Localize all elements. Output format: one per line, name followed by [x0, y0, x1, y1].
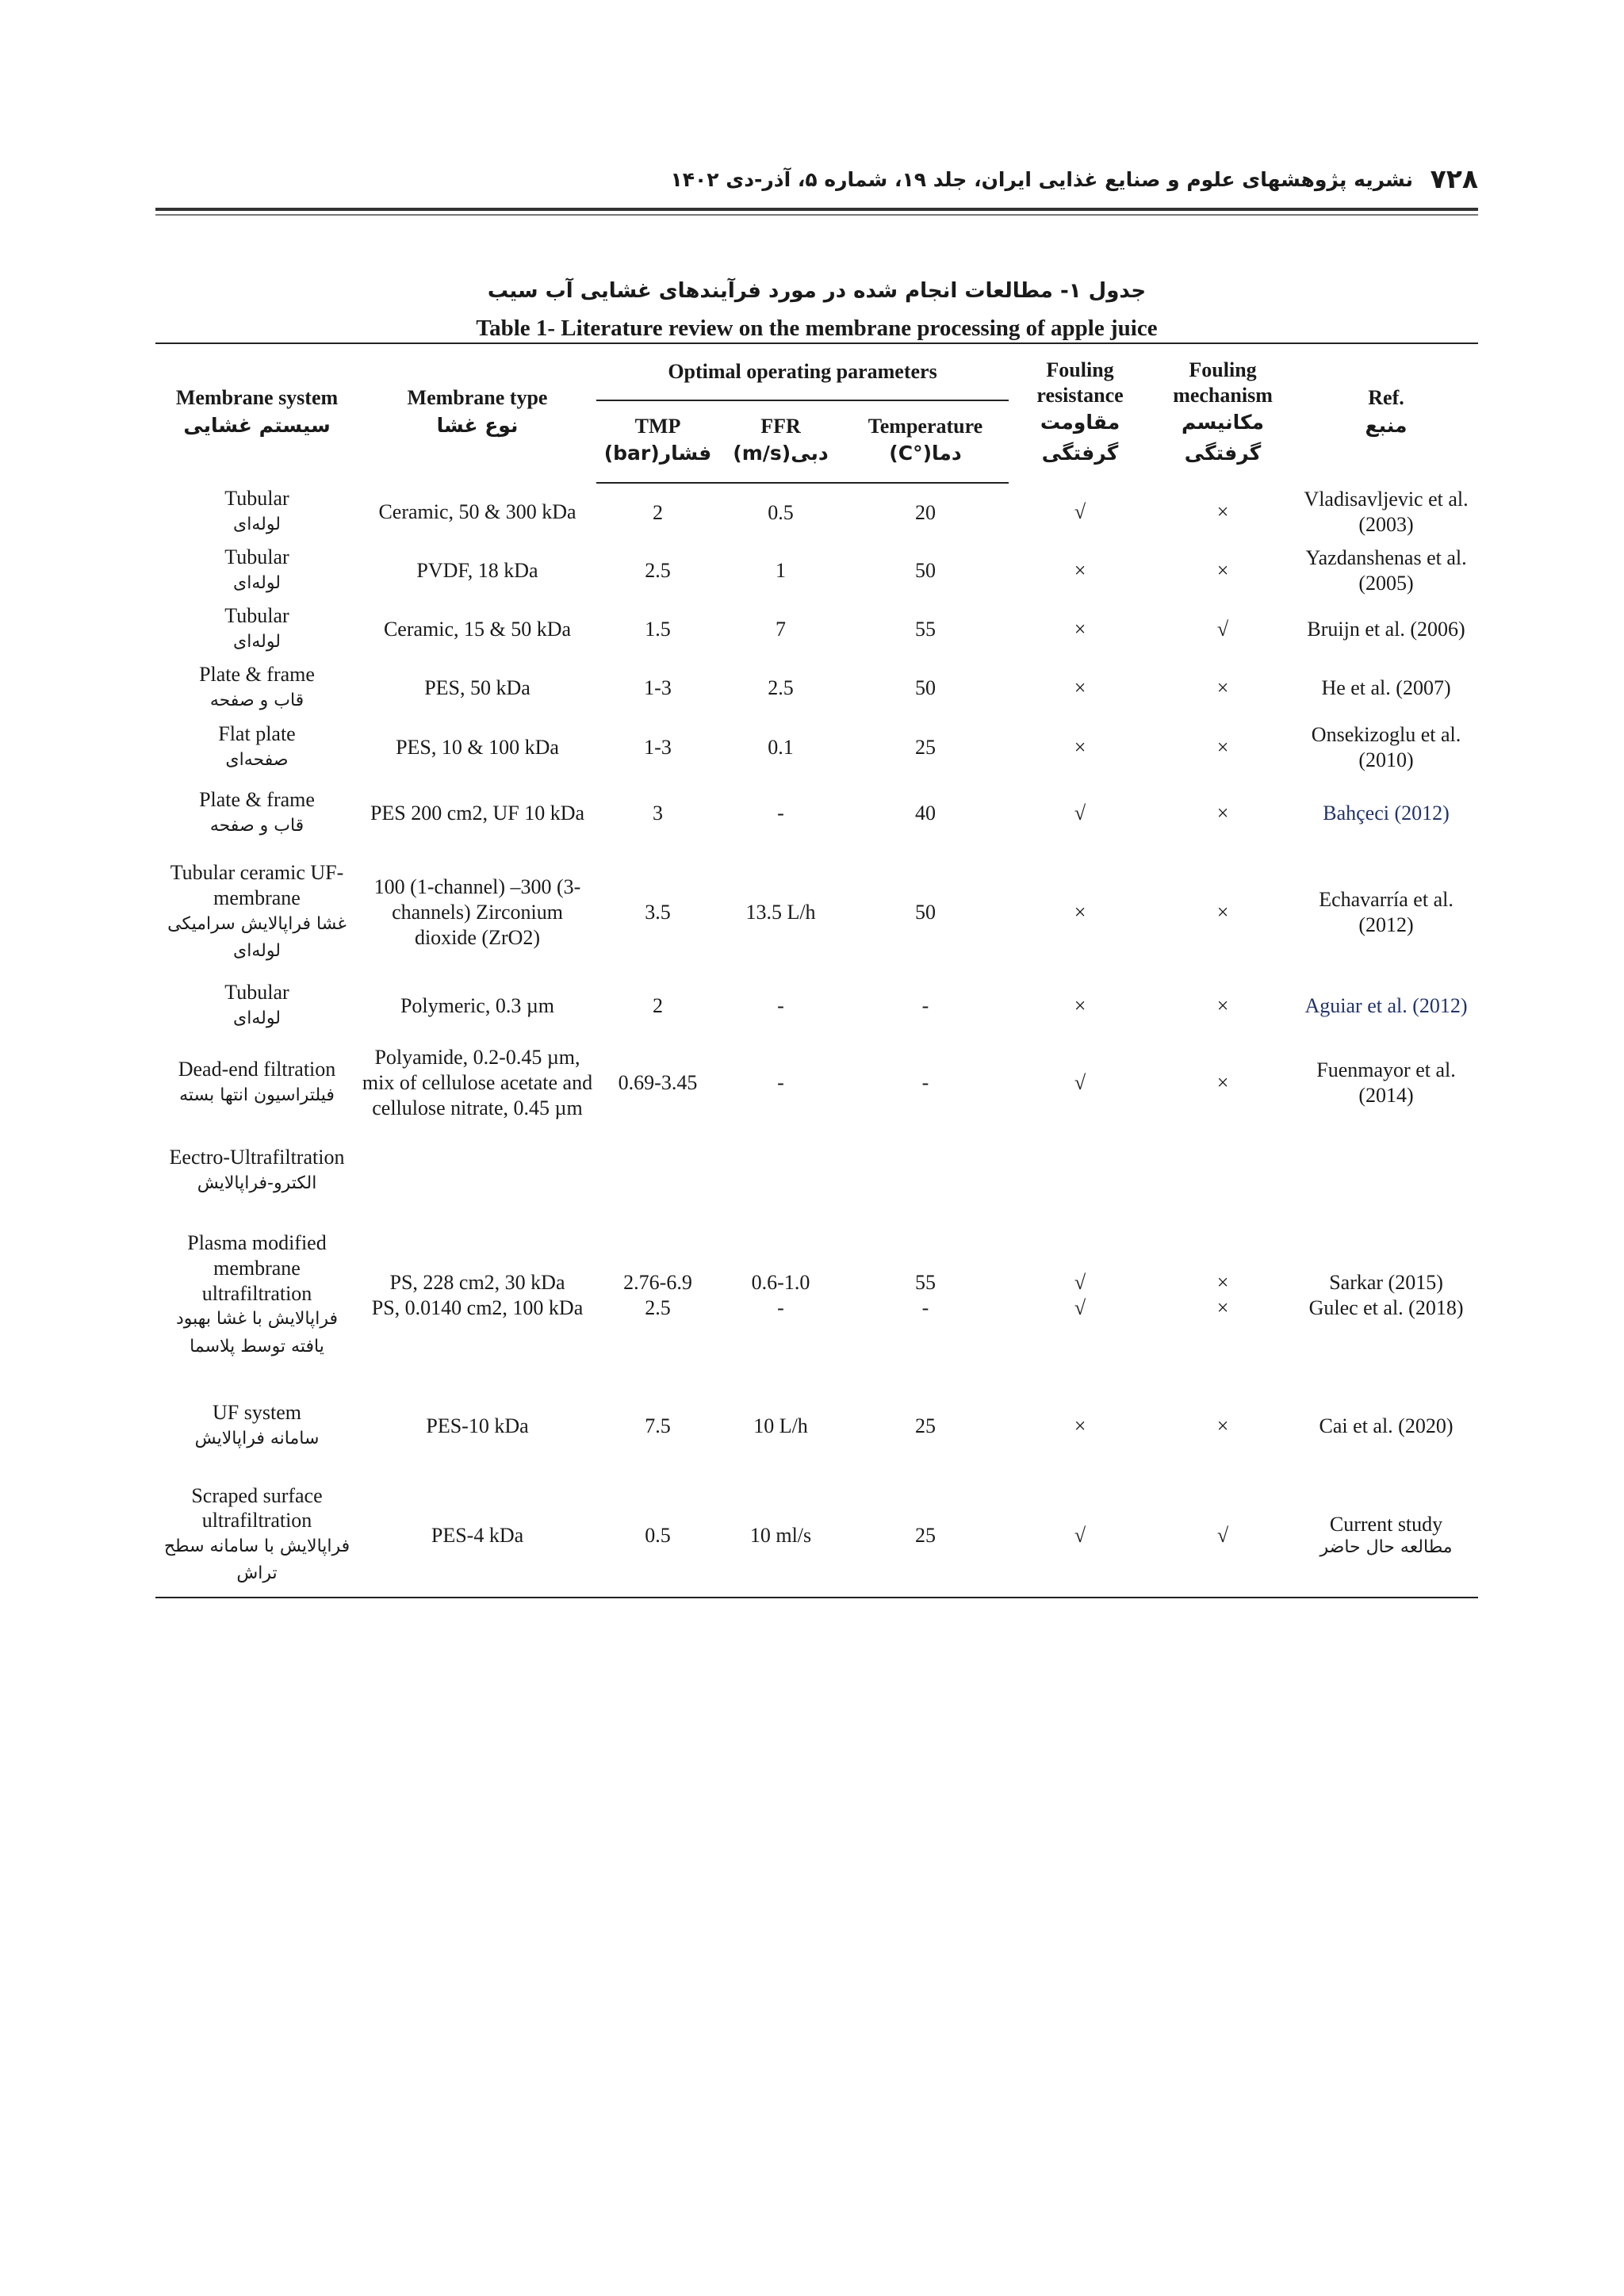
cell-tmp: 3.5: [645, 901, 671, 924]
cell-type: PS, 228 cm2, 30 kDa PS, 0.0140 cm2, 100 kDa: [371, 1271, 584, 1319]
cell-mechanism: × ×: [1216, 1271, 1229, 1319]
cell-reference: Cai et al. (2020): [1319, 1414, 1454, 1438]
cell-temperature: -: [921, 1071, 929, 1095]
cell-resistance: ×: [1074, 994, 1086, 1018]
table-row: [155, 1474, 1478, 1598]
table-row: [155, 600, 1478, 659]
cell-mechanism: [1151, 1130, 1294, 1212]
cell-temperature: 20: [915, 500, 936, 524]
table-row: [155, 541, 1478, 600]
cell-ffr: -: [777, 1071, 784, 1095]
table-caption-english: Table 1- Literature review on the membrane processing of apple juice: [476, 316, 1158, 341]
cell-type: PES, 50 kDa: [424, 676, 530, 700]
cell-ffr: 0.1: [768, 736, 794, 760]
cell-resistance: √: [1074, 802, 1086, 825]
cell-system: Plate & frame قاب و صفحه: [199, 663, 315, 710]
cell-system: Eectro-Ultrafiltration الکترو-فراپالایش: [169, 1146, 345, 1193]
header-reference: Ref. منبع: [1294, 343, 1478, 483]
cell-reference: Vladisavljevic et al. (2003): [1304, 488, 1469, 536]
table-row: [155, 718, 1478, 778]
cell-type: Polyamide, 0.2-0.45 µm, mix of cellulose acetate and cellulose nitrate, 0.45 µm: [362, 1046, 593, 1119]
cell-mechanism: ×: [1216, 994, 1229, 1018]
header-temperature: Temperature دما(°C): [842, 400, 1009, 483]
cell-tmp: 0.5: [596, 1474, 719, 1598]
cell-tmp: 2: [653, 500, 663, 524]
table-row: [155, 976, 1478, 1036]
cell-tmp: 7.5: [645, 1414, 671, 1438]
table-row: [155, 1036, 1478, 1130]
cell-temperature: 50: [915, 676, 936, 700]
cell-type: PES 200 cm2, UF 10 kDa: [370, 802, 585, 825]
cell-resistance: √: [1074, 500, 1086, 524]
cell-tmp: 1-3: [644, 676, 672, 700]
cell-ffr: 10 ml/s: [719, 1474, 842, 1598]
cell-reference: [1294, 1130, 1478, 1212]
cell-system: UF system سامانه فراپالایش: [194, 1401, 320, 1448]
header-tmp: TMP فشار(bar): [596, 400, 719, 483]
cell-resistance: √: [1009, 1474, 1151, 1598]
cell-type: Ceramic, 15 & 50 kDa: [383, 618, 572, 641]
cell-mechanism: ×: [1216, 676, 1229, 700]
cell-type: Polymeric, 0.3 µm: [400, 994, 555, 1018]
cell-reference: Onsekizoglu et al. (2010): [1311, 723, 1461, 771]
cell-resistance: ×: [1074, 559, 1086, 583]
cell-mechanism: √: [1216, 618, 1229, 641]
cell-mechanism: ×: [1216, 559, 1229, 583]
header-rule: [155, 208, 1478, 211]
header-optimal-parameters: Optimal operating parameters: [596, 343, 1009, 400]
cell-temperature: 25: [915, 1414, 936, 1438]
cell-type: Ceramic, 50 & 300 kDa: [378, 500, 576, 524]
header-fouling-resistance: Fouling resistance مقاومت گرفتگی: [1009, 343, 1151, 483]
cell-resistance: ×: [1074, 676, 1086, 700]
cell-resistance: √: [1074, 1071, 1086, 1095]
cell-ffr: -: [777, 994, 784, 1018]
cell-mechanism: ×: [1216, 500, 1229, 524]
cell-ffr: 2.5: [768, 676, 794, 700]
cell-mechanism: ×: [1216, 901, 1229, 924]
cell-resistance: ×: [1074, 618, 1086, 641]
cell-ffr: 0.6-1.0 -: [751, 1271, 810, 1319]
cell-temperature: 25: [842, 1474, 1009, 1598]
table-row: [155, 778, 1478, 849]
cell-resistance: [1009, 1130, 1151, 1212]
cell-tmp: 2.76-6.9 2.5: [623, 1271, 692, 1319]
cell-reference: Bahçeci (2012): [1323, 802, 1450, 825]
cell-system: Tubular لوله‌ای: [224, 981, 289, 1028]
cell-ffr: [719, 1130, 842, 1212]
header-membrane-type: Membrane type نوع غشا: [358, 343, 596, 483]
cell-reference: Yazdanshenas et al. (2005): [1305, 546, 1467, 595]
cell-tmp: 0.69-3.45: [618, 1071, 698, 1095]
cell-tmp: 2: [653, 994, 663, 1018]
cell-system: Flat plate صفحه‌ای: [218, 722, 296, 770]
running-head: [155, 163, 1478, 203]
literature-review-table: [155, 342, 1478, 1598]
header-membrane-system: Membrane system سیستم غشایی: [155, 343, 358, 483]
cell-ffr: 0.5: [768, 500, 794, 524]
cell-temperature: -: [921, 994, 929, 1018]
table-row: [155, 1130, 1478, 1212]
cell-reference: Bruijn et al. (2006): [1307, 618, 1465, 641]
cell-resistance: √ √: [1074, 1271, 1086, 1319]
cell-system: Scraped surface ultrafiltration فراپالایش با سامانه سطح تراش: [155, 1474, 358, 1598]
header-fouling-mechanism: Fouling mechanism مکانیسم گرفتگی: [1151, 343, 1294, 483]
cell-temperature: 50: [915, 559, 936, 583]
cell-reference: Fuenmayor et al. (2014): [1316, 1058, 1456, 1107]
cell-temperature: 55 -: [915, 1271, 936, 1319]
cell-type: 100 (1-channel) –300 (3-channels) Zirconium dioxide (ZrO2): [373, 875, 581, 949]
cell-tmp: 1.5: [645, 618, 671, 641]
cell-temperature: 50: [915, 901, 936, 924]
cell-system: Plate & frame قاب و صفحه: [199, 788, 315, 836]
cell-reference: He et al. (2007): [1321, 676, 1451, 700]
cell-mechanism: ×: [1216, 1071, 1229, 1095]
cell-tmp: [596, 1130, 719, 1212]
cell-mechanism: √: [1151, 1474, 1294, 1598]
cell-temperature: 25: [915, 736, 936, 760]
header-rule-thin: [155, 214, 1478, 216]
cell-ffr: 13.5 L/h: [745, 901, 816, 924]
cell-mechanism: ×: [1216, 736, 1229, 760]
table-caption-persian: جدول ۱- مطالعات انجام شده در مورد فرآیندهای غشایی آب سیب: [487, 279, 1147, 303]
cell-reference: Aguiar et al. (2012): [1304, 994, 1468, 1018]
cell-temperature: 40: [915, 802, 936, 825]
cell-ffr: -: [777, 802, 784, 825]
cell-system: Tubular لوله‌ای: [224, 487, 289, 534]
cell-mechanism: ×: [1216, 802, 1229, 825]
cell-mechanism: ×: [1216, 1414, 1229, 1438]
cell-tmp: 3: [653, 802, 663, 825]
table-row: [155, 659, 1478, 718]
cell-system: Tubular لوله‌ای: [224, 604, 289, 652]
cell-resistance: ×: [1074, 1414, 1086, 1438]
cell-ffr: 1: [776, 559, 786, 583]
cell-ffr: 10 L/h: [753, 1414, 808, 1438]
cell-type: PES-10 kDa: [426, 1414, 529, 1438]
table-row: [155, 1379, 1478, 1474]
cell-type: PVDF, 18 kDa: [416, 559, 538, 583]
cell-ffr: 7: [776, 618, 786, 641]
cell-type: PES-4 kDa: [358, 1474, 596, 1598]
cell-resistance: ×: [1074, 901, 1086, 924]
cell-system: Tubular ceramic UF-membrane غشا فراپالایش سرامیکی لوله‌ای: [167, 861, 347, 961]
page-number: ۷۲۸: [1430, 163, 1478, 194]
cell-system: Tubular لوله‌ای: [224, 545, 289, 593]
cell-reference: Echavarría et al. (2012): [1319, 888, 1454, 936]
cell-type: [358, 1130, 596, 1212]
cell-reference: Current study مطالعه حال حاضر: [1294, 1474, 1478, 1598]
table-row: [155, 1212, 1478, 1379]
cell-tmp: 1-3: [644, 736, 672, 760]
table-row: [155, 849, 1478, 976]
table-row: [155, 483, 1478, 541]
header-ffr: FFR دبی(m/s): [719, 400, 842, 483]
cell-temperature: [842, 1130, 1009, 1212]
cell-system: Plasma modified membrane ultrafiltration فراپالایش با غشا بهبود یافته توسط پلاسما: [175, 1231, 338, 1357]
cell-reference: Sarkar (2015) Gulec et al. (2018): [1308, 1271, 1464, 1319]
cell-tmp: 2.5: [645, 559, 671, 583]
cell-resistance: ×: [1074, 736, 1086, 760]
journal-title: نشریه پژوهشهای علوم و صنایع غذایی ایران، جلد ۱۹، شماره ۵، آذر-دی ۱۴۰۲: [670, 168, 1413, 191]
cell-temperature: 55: [915, 618, 936, 641]
cell-type: PES, 10 & 100 kDa: [396, 736, 559, 760]
cell-system: Dead-end filtration فیلتراسیون انتها بسته: [178, 1058, 336, 1105]
